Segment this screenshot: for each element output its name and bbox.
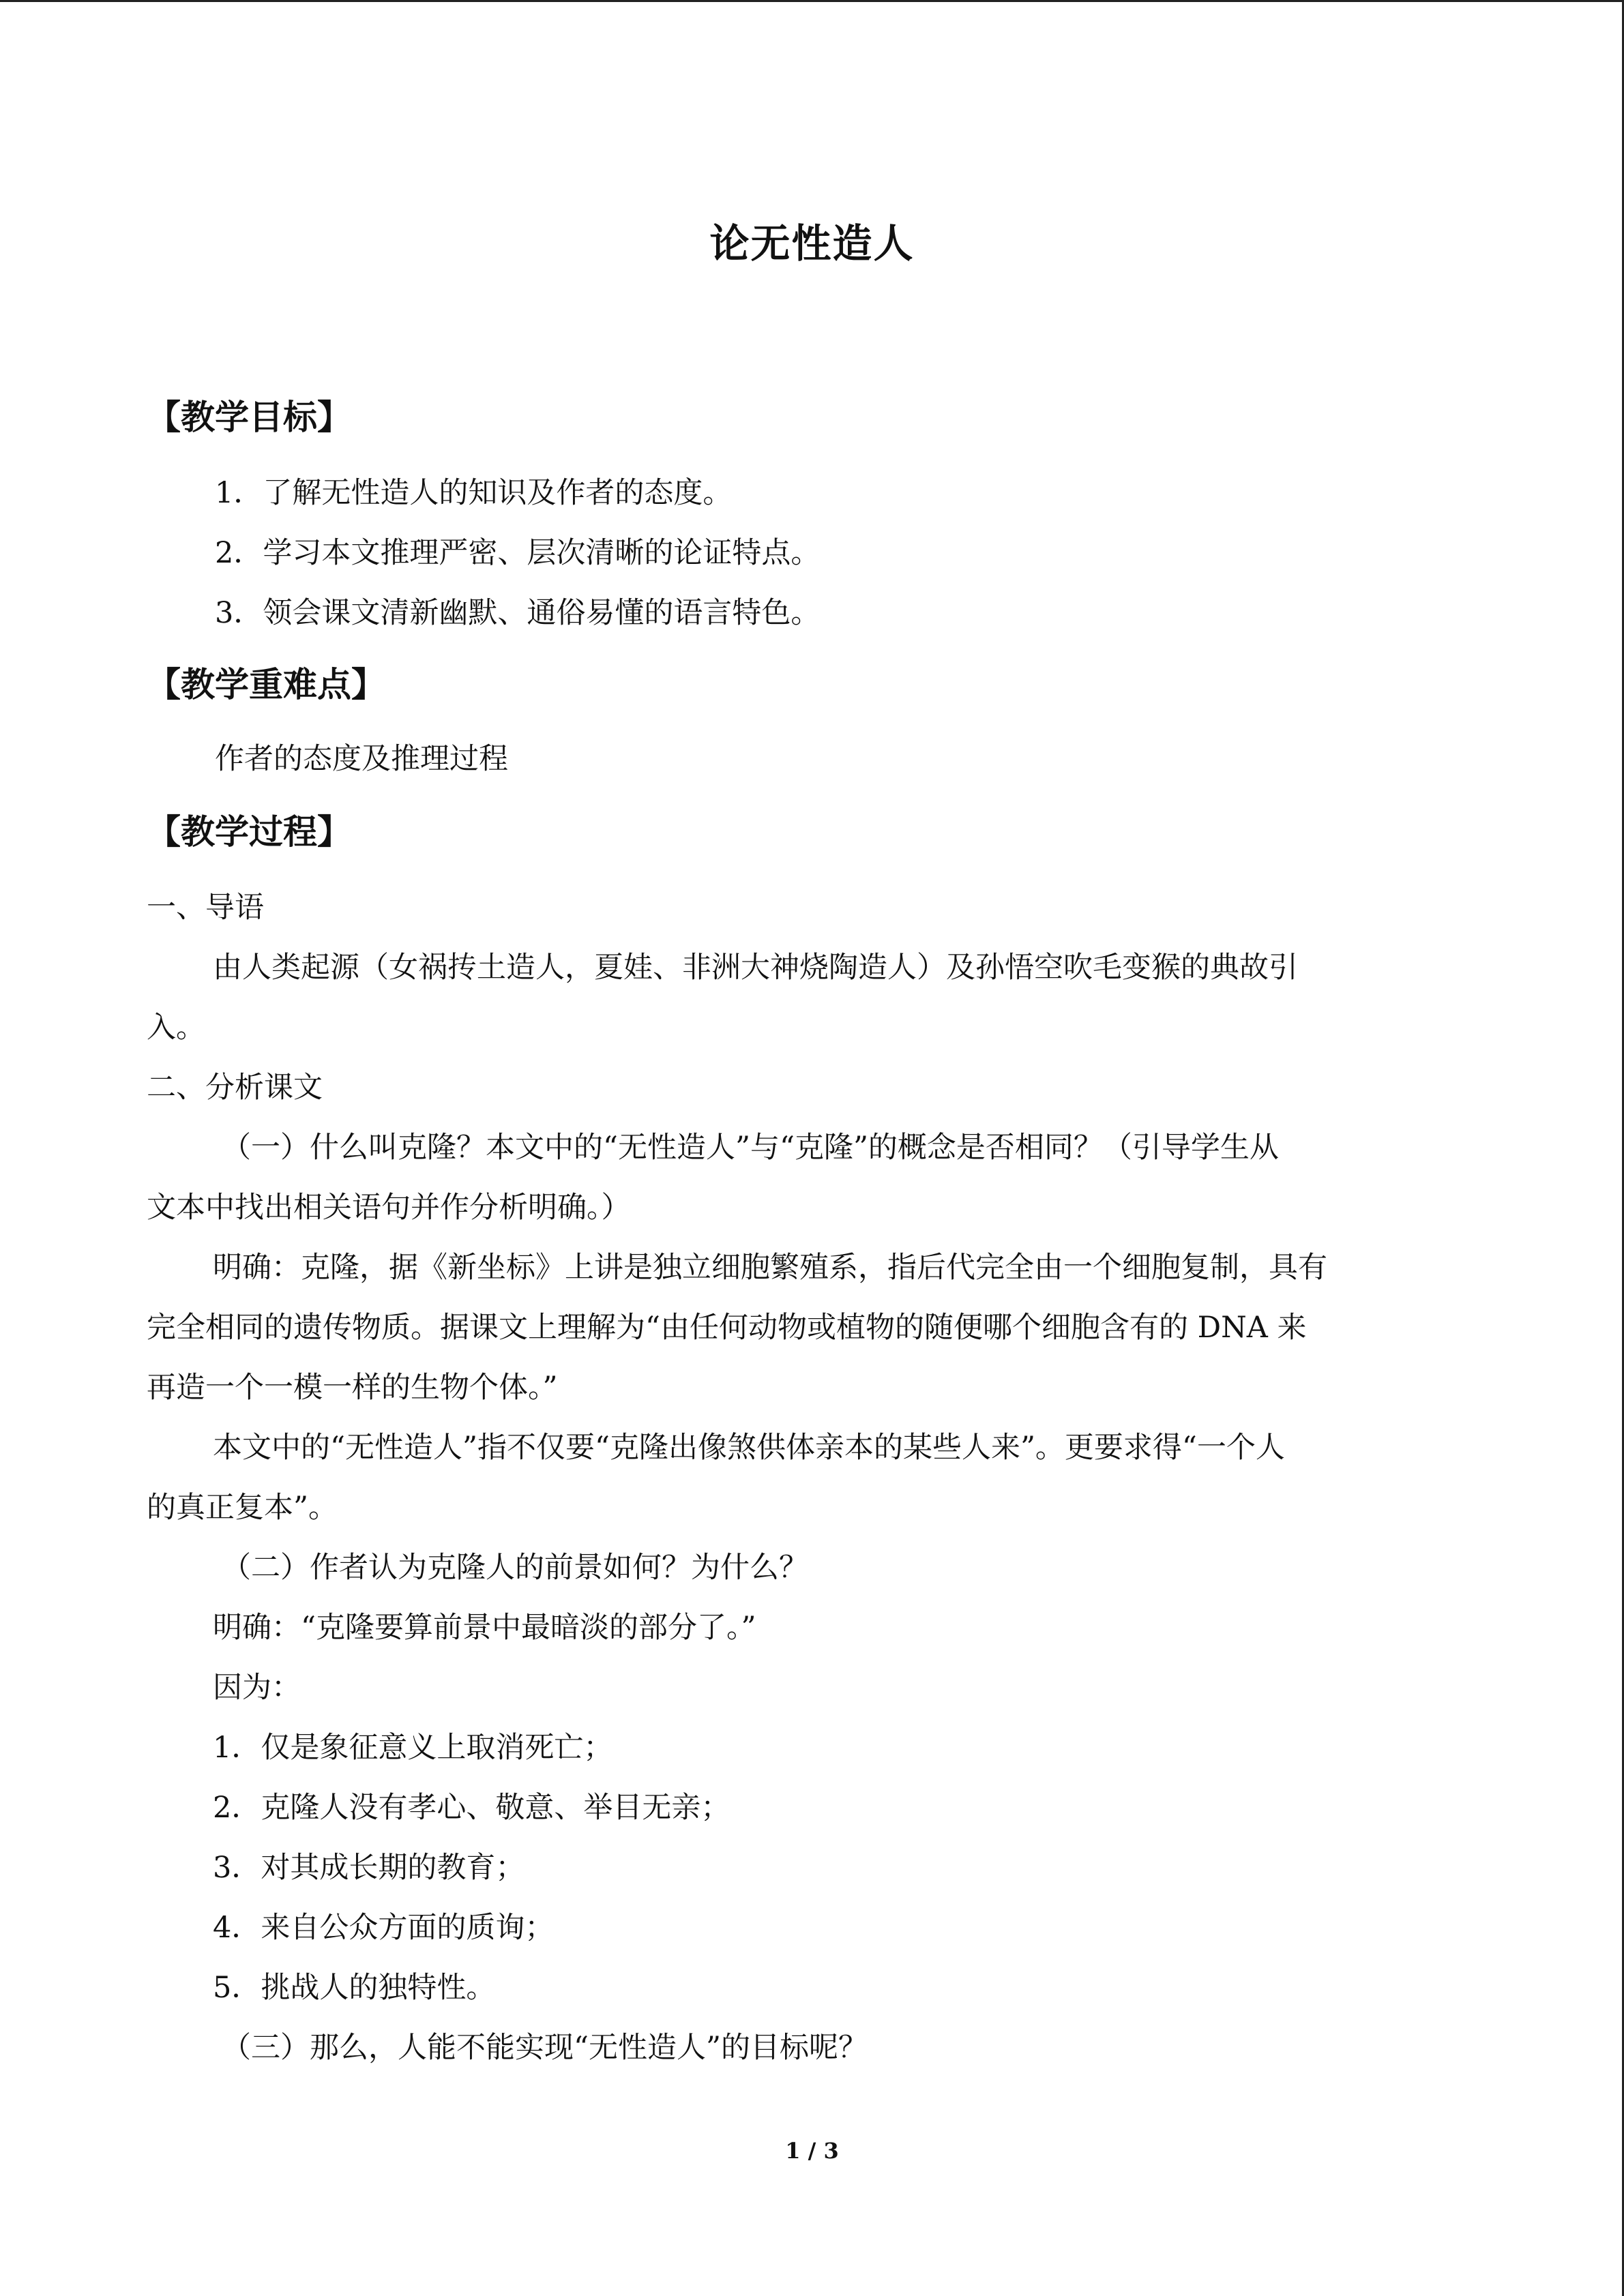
heading-process: 【教学过程】 xyxy=(147,812,351,852)
process-line: 文本中找出相关语句并作分析明确。） xyxy=(147,1191,631,1225)
process-line: 二、分析课文 xyxy=(147,1071,323,1105)
process-line: 由人类起源（女祸抟土造人，夏娃、非洲大神烧陶造人）及孙悟空吹毛变猴的典故引 xyxy=(213,951,1298,985)
process-line: 入。 xyxy=(147,1011,205,1045)
objective-item-1: 1．了解无性造人的知识及作者的态度。 xyxy=(215,476,733,510)
process-line: 1．仅是象征意义上取消死亡； xyxy=(213,1731,613,1765)
process-line: 因为： xyxy=(213,1671,301,1705)
process-line: （二）作者认为克隆人的前景如何？为什么？ xyxy=(222,1551,808,1585)
process-line: 的真正复本”。 xyxy=(147,1491,338,1525)
process-line: 3．对其成长期的教育； xyxy=(213,1851,525,1885)
heading-objectives: 【教学目标】 xyxy=(147,398,351,437)
objective-item-3: 3．领会课文清新幽默、通俗易懂的语言特色。 xyxy=(215,596,821,630)
process-line: 一、导语 xyxy=(147,891,264,925)
process-line: 2．克隆人没有孝心、敬意、举目无亲； xyxy=(213,1791,730,1825)
page-number: 1 / 3 xyxy=(785,2138,839,2164)
process-line: 5．挑战人的独特性。 xyxy=(213,1971,496,2005)
process-line: 明确：“克隆要算前景中最暗淡的部分了。” xyxy=(213,1611,756,1645)
process-line: 明确：克隆，据《新坐标》上讲是独立细胞繁殖系，指后代完全由一个细胞复制，具有 xyxy=(213,1251,1327,1285)
objective-item-2: 2．学习本文推理严密、层次清晰的论证特点。 xyxy=(215,536,821,570)
process-line: 本文中的“无性造人”指不仅要“克隆出像煞供体亲本的某些人来”。更要求得“一个人 xyxy=(213,1431,1285,1465)
key-points-text: 作者的态度及推理过程 xyxy=(215,742,508,776)
process-line: （一）什么叫克隆？本文中的“无性造人”与“克隆”的概念是否相同？（引导学生从 xyxy=(222,1131,1279,1165)
document-title: 论无性造人 xyxy=(709,220,915,267)
process-line: 再造一个一模一样的生物个体。” xyxy=(147,1371,558,1405)
process-line: 完全相同的遗传物质。据课文上理解为“由任何动物或植物的随便哪个细胞含有的 DNA 来 xyxy=(147,1311,1307,1345)
process-line: 4．来自公众方面的质询； xyxy=(213,1911,555,1945)
heading-key-points: 【教学重难点】 xyxy=(147,665,385,704)
process-line: （三）那么，人能不能实现“无性造人”的目标呢？ xyxy=(222,2031,868,2065)
